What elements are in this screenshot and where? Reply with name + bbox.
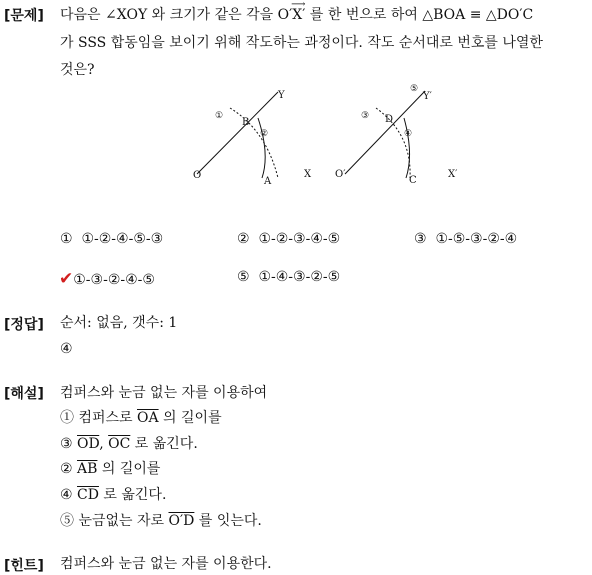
answer-line-2: ④	[60, 341, 73, 357]
mark-1: ①	[215, 111, 224, 121]
explanation-step-3: ③ $\overline{OD}$, $\overline{OC}$ 로 옮긴다.	[60, 436, 198, 452]
explanation-intro: 컴퍼스와 눈금 없는 자를 이용하여	[60, 385, 268, 401]
answer-tag: [정답]	[4, 317, 44, 333]
hint-tag: [힌트]	[4, 558, 44, 574]
question-text-1a: 다음은 ∠XOY 와 크기가 같은 각을	[60, 7, 278, 23]
label-x-prime: X′	[448, 169, 458, 180]
option-1[interactable]: ① ①-②-④-⑤-③	[60, 231, 164, 247]
label-o-prime: O′	[335, 169, 346, 180]
construction-figure	[180, 82, 480, 194]
question-line-2: 가 SSS 합동임을 보이기 위해 작도하는 과정이다. 작도 순서대로 번호를 나열한	[60, 35, 543, 51]
label-d: D	[385, 114, 394, 125]
segment-oc: $\overline{OC}$	[108, 436, 131, 452]
question-line-1	[60, 0, 534, 25]
segment-od: $\overline{OD}$	[77, 436, 100, 452]
label-a: A	[264, 176, 272, 187]
segment-ab: $\overline{AB}$	[77, 461, 98, 477]
label-o: O	[193, 170, 202, 181]
arc-left-small	[258, 118, 265, 178]
explanation-tag: [해설]	[4, 386, 44, 402]
check-mark-icon: ✔	[59, 269, 74, 289]
explanation-step-2: ② $\overline{AB}$ 의 길이를	[60, 461, 161, 477]
option-5[interactable]: ⑤ ①-④-③-②-⑤	[237, 269, 341, 285]
mark-2: ②	[260, 129, 269, 139]
label-c: C	[409, 175, 417, 186]
question-tag: [문제]	[4, 8, 44, 24]
label-x: X	[304, 169, 312, 180]
hint-text: 컴퍼스와 눈금 없는 자를 이용한다.	[60, 556, 272, 572]
option-3[interactable]: ③ ①-⑤-③-②-④	[414, 231, 518, 247]
explanation-step-5: ⑤ 눈금없는 자로 O′D 를 잇는다.	[60, 513, 262, 529]
mark-5: ⑤	[410, 84, 419, 94]
arc-left	[230, 108, 278, 178]
explanation-step-1: ① 컴퍼스로 $\overline{OA}$ 의 길이를	[60, 410, 222, 426]
mark-4: ④	[404, 129, 413, 139]
mark-3: ③	[361, 111, 370, 121]
segment-cd: $\overline{CD}$	[77, 487, 99, 503]
arc-right-small	[404, 118, 413, 178]
question-text-1b: 를 한 번으로 하여 △BOA ≡ △DO′C	[305, 7, 534, 23]
answer-line-1: 순서: 없음, 갯수: 1	[60, 315, 178, 331]
label-y: Y	[278, 90, 285, 101]
segment-o-prime-d: O′D	[168, 513, 195, 529]
segment-oa: $\overline{OA}$	[137, 410, 159, 426]
option-2[interactable]: ② ①-②-③-④-⑤	[237, 231, 341, 247]
label-b: B	[242, 117, 250, 128]
vector-ox: ⟶ O′X′	[277, 0, 306, 23]
question-line-3: 것은?	[60, 62, 95, 78]
arc-right	[376, 108, 413, 178]
option-4[interactable]: ✔①-③-②-④-⑤	[59, 269, 155, 289]
explanation-step-4: ④ $\overline{CD}$ 로 옮긴다.	[60, 487, 167, 503]
ray-oy-prime	[345, 91, 425, 174]
label-y-prime: Y′	[423, 91, 432, 102]
